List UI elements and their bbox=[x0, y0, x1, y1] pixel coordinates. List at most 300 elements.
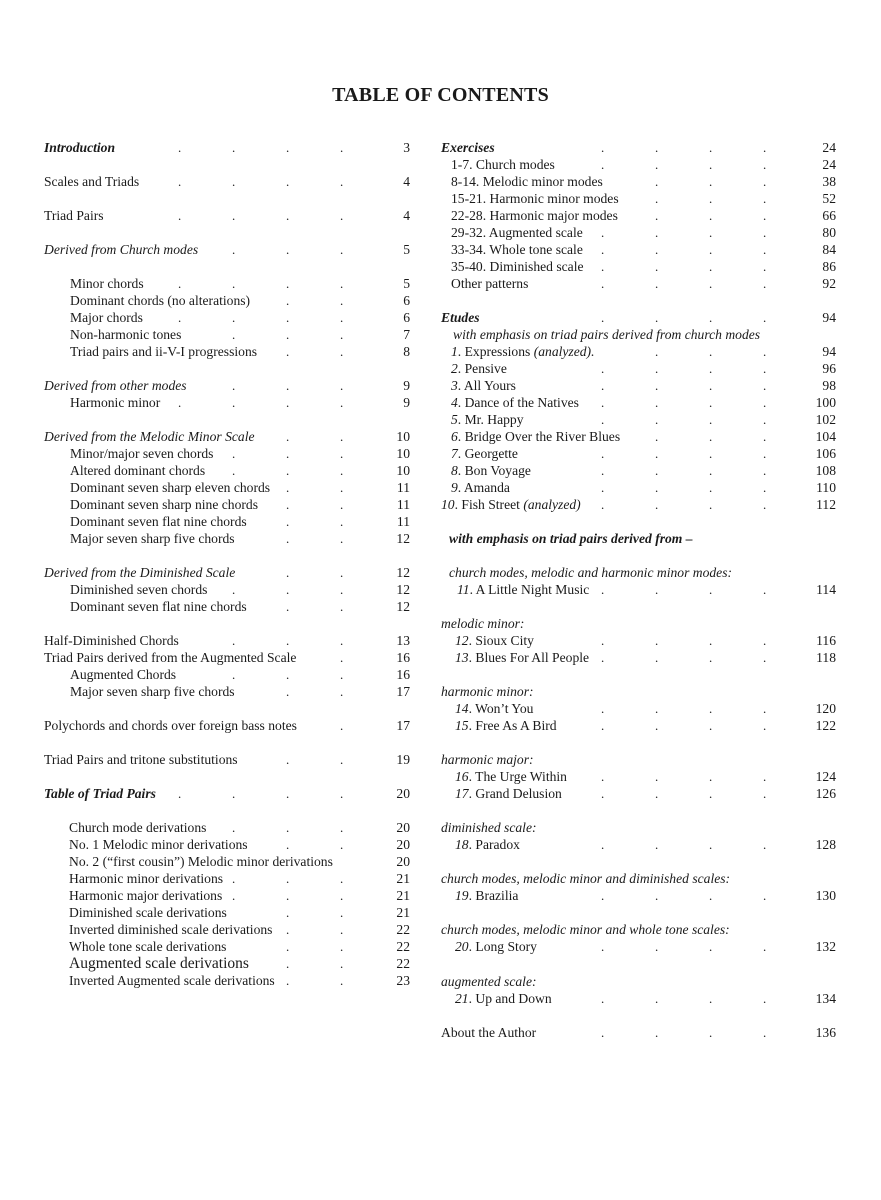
toc-entry-label: Harmonic major derivations bbox=[69, 888, 223, 903]
toc-entry-page: 6 bbox=[403, 310, 410, 325]
toc-entry bbox=[441, 394, 836, 411]
leader-dots: . . . . bbox=[178, 174, 344, 189]
toc-entry bbox=[44, 564, 410, 581]
leader-dots: . . bbox=[286, 497, 344, 512]
toc-entry-label bbox=[455, 768, 567, 785]
spacer bbox=[44, 734, 410, 751]
toc-entry-label: Dominant seven flat nine chords bbox=[70, 514, 247, 529]
etude-number: 2 bbox=[451, 361, 458, 376]
leader-dots: . . . . bbox=[601, 1025, 767, 1040]
etude-title: . Up and Down bbox=[468, 991, 552, 1006]
toc-entry-page: 102 bbox=[815, 412, 836, 427]
toc-entry-page: 96 bbox=[822, 361, 836, 376]
leader-dots: . . bbox=[286, 752, 344, 767]
toc-entry bbox=[441, 156, 836, 173]
toc-entry-page: 13 bbox=[396, 633, 410, 648]
toc-entry-page: 112 bbox=[816, 497, 836, 512]
toc-entry bbox=[44, 377, 410, 394]
toc-entry-label: Triad Pairs and tritone substitutions bbox=[44, 752, 238, 767]
toc-entry-page: 16 bbox=[396, 667, 410, 682]
toc-entry bbox=[441, 870, 836, 887]
toc-entry-label: Triad Pairs derived from the Augmented Scale bbox=[44, 650, 297, 665]
toc-entry bbox=[441, 258, 836, 275]
leader-dots: . . bbox=[286, 429, 344, 444]
toc-entry-page: 5 bbox=[403, 276, 410, 291]
toc-entry bbox=[44, 275, 410, 292]
toc-entry-label: 35-40. Diminished scale bbox=[451, 259, 584, 274]
toc-entry-label: Polychords and chords over foreign bass notes bbox=[44, 718, 297, 733]
toc-entry bbox=[441, 173, 836, 190]
leader-dots: . . . . bbox=[601, 650, 767, 665]
toc-entry-label: Major seven sharp five chords bbox=[70, 531, 235, 546]
toc-entry-label: 33-34. Whole tone scale bbox=[451, 242, 583, 257]
toc-entry-label: Major seven sharp five chords bbox=[70, 684, 235, 699]
spacer bbox=[441, 547, 836, 564]
leader-dots: . . . . bbox=[601, 378, 767, 393]
toc-entry-label: Major chords bbox=[70, 310, 143, 325]
etude-number: 8 bbox=[451, 463, 458, 478]
toc-entry-page: 118 bbox=[816, 650, 836, 665]
leader-dots: . . . bbox=[655, 174, 767, 189]
toc-entry-label: diminished scale: bbox=[441, 820, 537, 835]
toc-entry bbox=[44, 326, 410, 343]
leader-dots: . . . bbox=[232, 446, 344, 461]
leader-dots: . . bbox=[286, 480, 344, 495]
toc-entry bbox=[44, 479, 410, 496]
toc-entry bbox=[44, 904, 410, 921]
toc-entry-label bbox=[455, 632, 534, 649]
toc-entry-label bbox=[451, 428, 620, 445]
toc-entry bbox=[441, 564, 836, 581]
toc-entry bbox=[441, 938, 836, 955]
toc-entry-label: Other patterns bbox=[451, 276, 529, 291]
toc-entry-label bbox=[455, 717, 557, 734]
toc-entry-label bbox=[451, 360, 507, 377]
toc-entry-label: church modes, melodic and harmonic minor modes: bbox=[449, 565, 733, 580]
etude-number: 15 bbox=[455, 718, 469, 733]
spacer bbox=[44, 190, 410, 207]
toc-entry-page: 110 bbox=[816, 480, 836, 495]
etude-title: . Dance of the Natives bbox=[457, 395, 579, 410]
toc-entry-page: 5 bbox=[403, 242, 410, 257]
spacer bbox=[441, 666, 836, 683]
leader-dots: . . . . bbox=[601, 310, 767, 325]
toc-entry bbox=[44, 666, 410, 683]
toc-entry bbox=[441, 683, 836, 700]
toc-entry-page: 16 bbox=[396, 650, 410, 665]
leader-dots: . . . bbox=[232, 582, 344, 597]
toc-entry-label bbox=[451, 343, 594, 360]
toc-entry-page: 7 bbox=[403, 327, 410, 342]
toc-entry-label bbox=[451, 479, 510, 496]
toc-entry-label: Harmonic minor derivations bbox=[69, 871, 224, 886]
toc-entry bbox=[44, 241, 410, 258]
etude-number: 10 bbox=[441, 497, 455, 512]
spacer bbox=[441, 802, 836, 819]
toc-entry bbox=[44, 819, 410, 836]
toc-entry-label bbox=[451, 445, 518, 462]
etude-title: . Sioux City bbox=[468, 633, 534, 648]
toc-entry-label: Derived from Church modes bbox=[44, 242, 199, 257]
leader-dots: . . bbox=[286, 531, 344, 546]
toc-entry bbox=[441, 768, 836, 785]
toc-entry-label: Half-Diminished Chords bbox=[44, 633, 179, 648]
leader-dots: . . . bbox=[232, 667, 344, 682]
etude-number: 13 bbox=[455, 650, 469, 665]
toc-entry-page: 12 bbox=[396, 565, 410, 580]
toc-entry bbox=[441, 462, 836, 479]
leader-dots: . . . . bbox=[601, 991, 767, 1006]
toc-entry-page: 122 bbox=[815, 718, 836, 733]
etude-note: (analyzed) bbox=[523, 497, 581, 512]
leader-dots: . bbox=[340, 718, 344, 733]
toc-entry bbox=[44, 530, 410, 547]
toc-entry bbox=[441, 973, 836, 990]
etude-title: . Pensive bbox=[457, 361, 507, 376]
toc-entry-label bbox=[451, 411, 524, 428]
spacer bbox=[44, 615, 410, 632]
etude-number: 17 bbox=[455, 786, 469, 801]
toc-entry-page: 114 bbox=[816, 582, 836, 597]
leader-dots: . . bbox=[286, 837, 344, 852]
toc-entry-label: 22-28. Harmonic major modes bbox=[451, 208, 618, 223]
leader-dots: . . . . bbox=[601, 939, 767, 954]
toc-entry-page: 94 bbox=[822, 344, 836, 359]
toc-entry-label: Derived from the Diminished Scale bbox=[44, 565, 236, 580]
leader-dots: . . . bbox=[232, 633, 344, 648]
toc-entry-label: 8-14. Melodic minor modes bbox=[451, 174, 603, 189]
toc-entry bbox=[441, 717, 836, 734]
toc-entry bbox=[441, 428, 836, 445]
spacer bbox=[44, 156, 410, 173]
toc-entry-page: 9 bbox=[403, 378, 410, 393]
toc-entry-label: Derived from the Melodic Minor Scale bbox=[44, 429, 255, 444]
toc-entry bbox=[44, 649, 410, 666]
leader-dots: . . . . bbox=[601, 769, 767, 784]
toc-entry-label bbox=[455, 990, 552, 1007]
toc-entry-label: Inverted diminished scale derivations bbox=[69, 922, 273, 937]
spacer bbox=[441, 292, 836, 309]
page-title: TABLE OF CONTENTS bbox=[332, 84, 549, 106]
toc-entry bbox=[44, 717, 410, 734]
leader-dots: . . . . bbox=[178, 395, 344, 410]
etude-number: 7 bbox=[451, 446, 458, 461]
toc-entry-page: 11 bbox=[396, 514, 410, 529]
leader-dots: . . . . bbox=[601, 276, 767, 291]
toc-entry bbox=[44, 972, 410, 989]
toc-entry-label bbox=[455, 836, 520, 853]
toc-entry-label bbox=[455, 785, 562, 802]
leader-dots: . . . . bbox=[601, 361, 767, 376]
toc-entry-page: 20 bbox=[396, 837, 410, 852]
toc-entry bbox=[44, 173, 410, 190]
leader-dots: . . bbox=[286, 599, 344, 614]
toc-entry-page: 22 bbox=[396, 939, 410, 954]
spacer bbox=[441, 853, 836, 870]
toc-entry-page: 108 bbox=[815, 463, 836, 478]
etude-title: . Long Story bbox=[468, 939, 537, 954]
etude-number: 18 bbox=[455, 837, 469, 852]
leader-dots: . . bbox=[286, 973, 344, 988]
toc-entry-page: 66 bbox=[822, 208, 836, 223]
spacer bbox=[44, 547, 410, 564]
toc-entry bbox=[441, 241, 836, 258]
leader-dots: . . bbox=[286, 514, 344, 529]
toc-entry-label: 29-32. Augmented scale bbox=[451, 225, 583, 240]
toc-entry-label: Triad Pairs bbox=[44, 208, 104, 223]
toc-entry bbox=[44, 462, 410, 479]
leader-dots: . . . . bbox=[601, 259, 767, 274]
toc-entry bbox=[441, 343, 836, 360]
leader-dots: . . . bbox=[232, 242, 344, 257]
etude-title: . Free As A Bird bbox=[468, 718, 557, 733]
leader-dots: . . . . bbox=[178, 310, 344, 325]
toc-entry bbox=[44, 598, 410, 615]
toc-entry-label: Dominant seven flat nine chords bbox=[70, 599, 247, 614]
toc-entry-label: Dominant seven sharp nine chords bbox=[70, 497, 259, 512]
etude-number: 6 bbox=[451, 429, 458, 444]
toc-entry-label: Derived from other modes bbox=[44, 378, 187, 393]
etude-title: . Mr. Happy bbox=[457, 412, 524, 427]
etude-title: . Won’t You bbox=[468, 701, 534, 716]
spacer bbox=[441, 734, 836, 751]
toc-entry-label bbox=[457, 581, 589, 598]
leader-dots: . . . . bbox=[601, 412, 767, 427]
toc-entry-label bbox=[451, 394, 579, 411]
toc-entry bbox=[441, 751, 836, 768]
toc-entry-page: 20 bbox=[396, 786, 410, 801]
etude-title: . Brazilia bbox=[468, 888, 519, 903]
toc-entry-page: 10 bbox=[396, 446, 410, 461]
leader-dots: . . bbox=[286, 905, 344, 920]
toc-entry-page: 128 bbox=[815, 837, 836, 852]
leader-dots: . . . bbox=[232, 820, 344, 835]
toc-entry-label: church modes, melodic minor and whole tone scales: bbox=[441, 922, 730, 937]
toc-entry-label: No. 1 Melodic minor derivations bbox=[69, 837, 248, 852]
toc-entry-label: About the Author bbox=[441, 1025, 537, 1040]
leader-dots: . . . . bbox=[601, 480, 767, 495]
toc-entry-label: Scales and Triads bbox=[44, 174, 140, 189]
toc-entry-page: 10 bbox=[396, 463, 410, 478]
leader-dots: . . . . bbox=[178, 140, 344, 155]
toc-entry-page: 21 bbox=[396, 905, 410, 920]
leader-dots: . . . bbox=[232, 888, 344, 903]
spacer bbox=[44, 224, 410, 241]
toc-entry-page: 134 bbox=[815, 991, 836, 1006]
toc-entry bbox=[44, 853, 410, 870]
toc-entry-page: 130 bbox=[815, 888, 836, 903]
toc-entry-page: 12 bbox=[396, 582, 410, 597]
toc-entry bbox=[441, 700, 836, 717]
toc-entry-page: 84 bbox=[822, 242, 836, 257]
leader-dots: . . . . bbox=[601, 786, 767, 801]
spacer bbox=[44, 258, 410, 275]
toc-entry-label: No. 2 (“first cousin”) Melodic minor derivations bbox=[69, 854, 333, 869]
leader-dots: . . bbox=[286, 922, 344, 937]
toc-entry bbox=[441, 530, 836, 547]
leader-dots: . . . . bbox=[601, 242, 767, 257]
spacer bbox=[44, 700, 410, 717]
toc-entry-page: 52 bbox=[822, 191, 836, 206]
toc-entry bbox=[441, 819, 836, 836]
toc-entry-label: Whole tone scale derivations bbox=[69, 939, 227, 954]
toc-entry bbox=[441, 496, 836, 513]
toc-entry bbox=[44, 887, 410, 904]
toc-entry bbox=[44, 445, 410, 462]
toc-entry-page: 3 bbox=[403, 140, 410, 155]
leader-dots: . . bbox=[286, 956, 344, 971]
toc-entry-label: Exercises bbox=[441, 140, 495, 155]
toc-entry bbox=[44, 394, 410, 411]
toc-entry-label bbox=[451, 462, 531, 479]
etude-number: 20 bbox=[455, 939, 469, 954]
toc-entry-page: 124 bbox=[815, 769, 836, 784]
toc-entry-page: 4 bbox=[403, 174, 410, 189]
toc-entry bbox=[441, 224, 836, 241]
leader-dots: . . . . bbox=[601, 837, 767, 852]
toc-entry bbox=[441, 632, 836, 649]
toc-entry-page: 17 bbox=[396, 718, 410, 733]
toc-entry-label: Augmented scale derivations bbox=[69, 955, 249, 972]
toc-entry-page: 20 bbox=[396, 820, 410, 835]
toc-entry-page: 4 bbox=[403, 208, 410, 223]
leader-dots: . . . . bbox=[601, 157, 767, 172]
etude-title: . A Little Night Music bbox=[469, 582, 590, 597]
toc-left-column bbox=[44, 139, 410, 989]
leader-dots: . . . bbox=[232, 378, 344, 393]
toc-entry-label: with emphasis on triad pairs derived from – bbox=[449, 531, 693, 546]
toc-entry-page: 86 bbox=[822, 259, 836, 274]
leader-dots: . . . . bbox=[178, 786, 344, 801]
toc-entry-page: 6 bbox=[403, 293, 410, 308]
etude-title: . Fish Street bbox=[454, 497, 524, 512]
toc-entry-label: Dominant seven sharp eleven chords bbox=[70, 480, 271, 495]
toc-entry-label: harmonic major: bbox=[441, 752, 534, 767]
spacer bbox=[441, 513, 836, 530]
spacer bbox=[44, 768, 410, 785]
toc-entry-page: 20 bbox=[396, 854, 410, 869]
toc-entry-label: Augmented Chords bbox=[70, 667, 177, 682]
toc-entry-page: 17 bbox=[396, 684, 410, 699]
toc-entry bbox=[441, 326, 836, 343]
spacer bbox=[441, 904, 836, 921]
toc-entry bbox=[44, 785, 410, 802]
leader-dots: . . . bbox=[655, 429, 767, 444]
toc-entry bbox=[441, 785, 836, 802]
leader-dots: . . . . bbox=[601, 140, 767, 155]
toc-entry-label: 1-7. Church modes bbox=[451, 157, 555, 172]
leader-dots: . . . . bbox=[601, 888, 767, 903]
etude-number: 21 bbox=[455, 991, 469, 1006]
etude-number: 19 bbox=[455, 888, 469, 903]
toc-entry-label: Harmonic minor bbox=[70, 395, 161, 410]
leader-dots: . . . . bbox=[178, 276, 344, 291]
toc-entry-label: melodic minor: bbox=[441, 616, 525, 631]
etude-title: . Bon Voyage bbox=[457, 463, 531, 478]
toc-entry bbox=[44, 955, 410, 972]
leader-dots: . . . bbox=[655, 191, 767, 206]
toc-entry-label: Altered dominant chords bbox=[70, 463, 206, 478]
toc-entry-label: Introduction bbox=[44, 140, 116, 155]
leader-dots: . bbox=[340, 650, 344, 665]
spacer bbox=[44, 411, 410, 428]
toc-entry-page: 106 bbox=[815, 446, 836, 461]
toc-entry-label: Diminished scale derivations bbox=[69, 905, 227, 920]
toc-entry-page: 132 bbox=[815, 939, 836, 954]
leader-dots: . . . . bbox=[601, 446, 767, 461]
spacer bbox=[441, 1007, 836, 1024]
toc-entry-page: 80 bbox=[822, 225, 836, 240]
leader-dots: . . . bbox=[232, 871, 344, 886]
leader-dots: . . bbox=[286, 293, 344, 308]
toc-entry bbox=[441, 990, 836, 1007]
etude-title: . All Yours bbox=[457, 378, 516, 393]
toc-entry bbox=[44, 513, 410, 530]
toc-entry-page: 120 bbox=[815, 701, 836, 716]
toc-entry bbox=[44, 496, 410, 513]
toc-entry-page: 19 bbox=[396, 752, 410, 767]
etude-number: 9 bbox=[451, 480, 458, 495]
toc-entry bbox=[44, 428, 410, 445]
toc-entry bbox=[44, 581, 410, 598]
toc-entry bbox=[44, 751, 410, 768]
leader-dots: . . . . bbox=[601, 633, 767, 648]
leader-dots: . . bbox=[286, 939, 344, 954]
leader-dots: . . . bbox=[232, 327, 344, 342]
toc-entry-label: Etudes bbox=[441, 310, 480, 325]
toc-entry-label: with emphasis on triad pairs derived from church modes bbox=[453, 327, 761, 342]
toc-entry bbox=[44, 309, 410, 326]
etude-title: . Expressions bbox=[457, 344, 534, 359]
toc-entry-label: Inverted Augmented scale derivations bbox=[69, 973, 275, 988]
etude-number: 14 bbox=[455, 701, 469, 716]
toc-entry-page: 11 bbox=[396, 497, 410, 512]
toc-entry-label bbox=[441, 496, 581, 513]
toc-entry bbox=[441, 275, 836, 292]
toc-entry bbox=[441, 309, 836, 326]
toc-entry-label bbox=[451, 377, 516, 394]
etude-note: (analyzed). bbox=[533, 344, 595, 359]
toc-entry bbox=[44, 836, 410, 853]
toc-entry bbox=[441, 190, 836, 207]
toc-entry bbox=[441, 836, 836, 853]
toc-entry bbox=[441, 411, 836, 428]
toc-entry-label: church modes, melodic minor and diminished scales: bbox=[441, 871, 731, 886]
toc-entry-label bbox=[455, 649, 589, 666]
spacer bbox=[441, 955, 836, 972]
etude-number: 12 bbox=[455, 633, 469, 648]
etude-title: . Blues For All People bbox=[468, 650, 590, 665]
toc-entry bbox=[441, 360, 836, 377]
etude-number: 11 bbox=[457, 582, 470, 597]
leader-dots: . . . . bbox=[601, 718, 767, 733]
toc-entry-page: 8 bbox=[403, 344, 410, 359]
toc-entry bbox=[44, 870, 410, 887]
toc-entry-page: 22 bbox=[396, 956, 410, 971]
toc-entry-label: Church mode derivations bbox=[69, 820, 207, 835]
toc-entry-page: 12 bbox=[396, 599, 410, 614]
toc-entry bbox=[44, 938, 410, 955]
etude-number: 5 bbox=[451, 412, 458, 427]
etude-title: . Bridge Over the River Blues bbox=[457, 429, 621, 444]
toc-entry-page: 24 bbox=[822, 157, 836, 172]
leader-dots: . . . . bbox=[601, 463, 767, 478]
toc-entry-label: Dominant chords (no alterations) bbox=[70, 293, 251, 308]
toc-entry-page: 24 bbox=[822, 140, 836, 155]
leader-dots: . . . . bbox=[601, 582, 767, 597]
toc-entry bbox=[441, 207, 836, 224]
leader-dots: . . . . bbox=[601, 497, 767, 512]
